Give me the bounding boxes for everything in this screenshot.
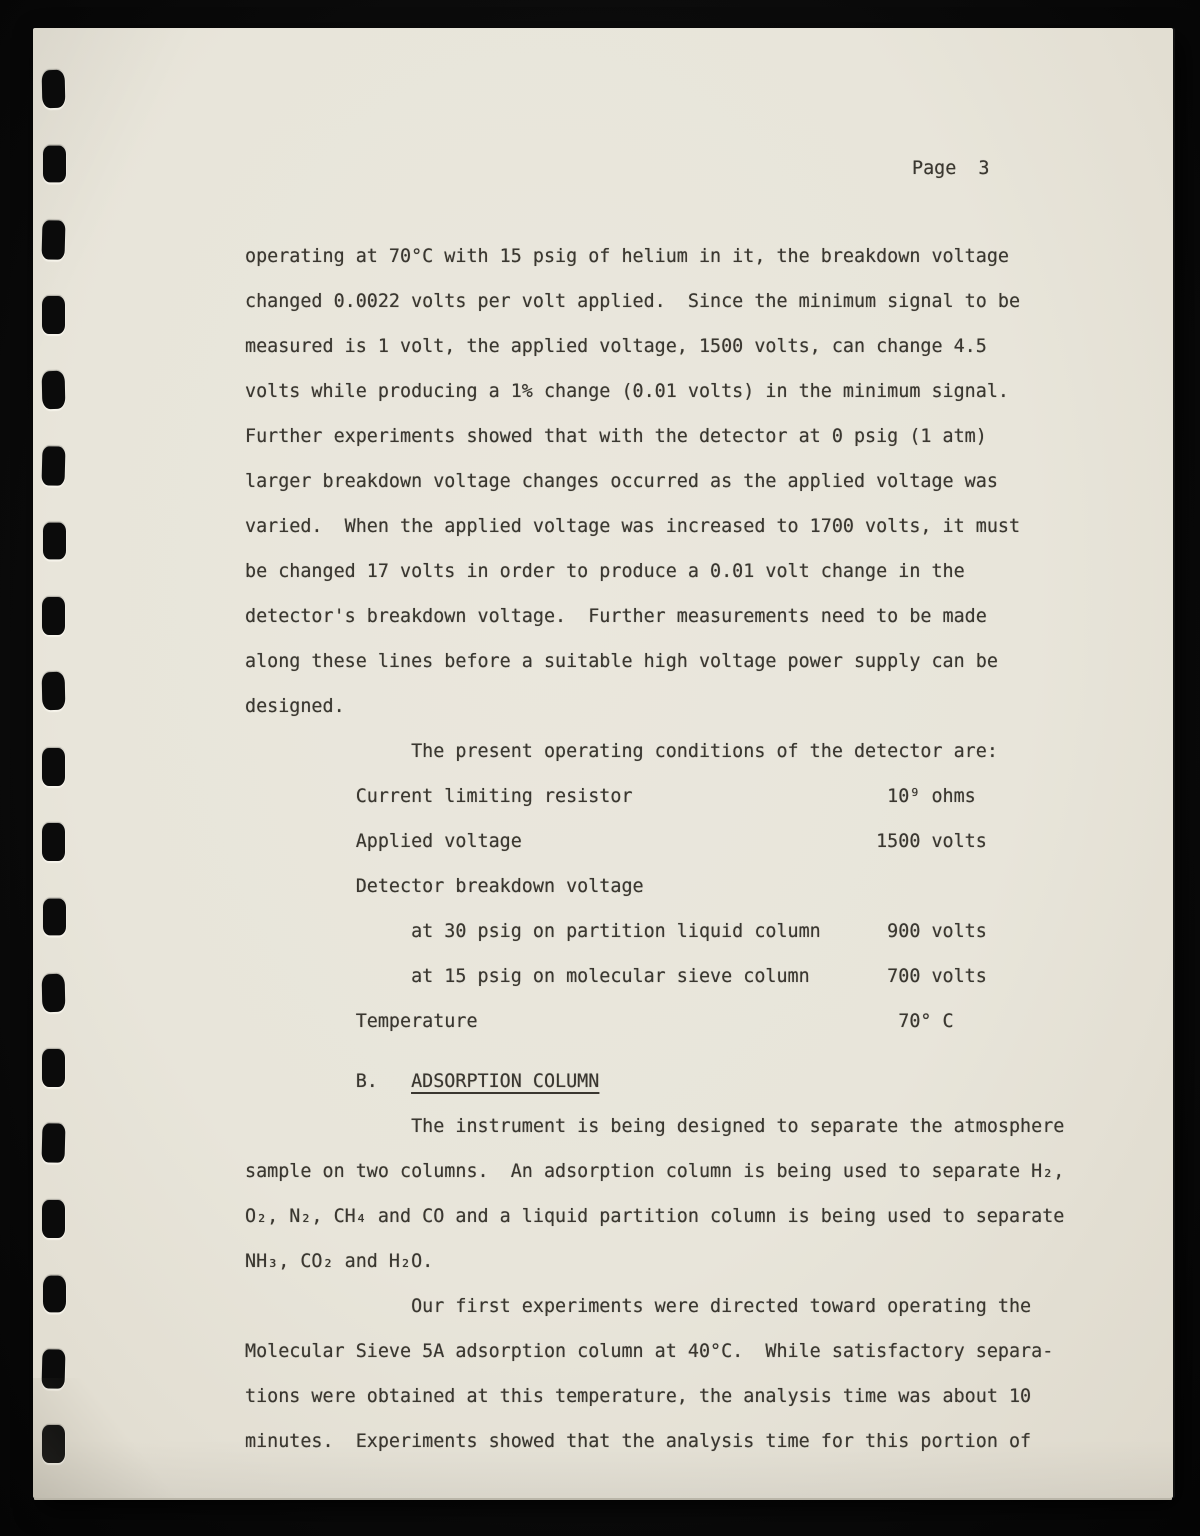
document-line: [245, 504, 1145, 549]
document-line-text: The present operating conditions of the detector are:: [245, 741, 998, 762]
binding-hole: [41, 1123, 65, 1163]
document-line: [245, 909, 1145, 954]
binding-hole: [42, 823, 65, 861]
document-line-text: Detector breakdown voltage: [245, 876, 644, 897]
binding-hole: [42, 1425, 65, 1463]
document-line: [245, 459, 1145, 504]
document-line-text: Our first experiments were directed toward operating the: [245, 1296, 1032, 1317]
document-line-text: B.: [245, 1071, 412, 1092]
binding-hole: [43, 1275, 66, 1312]
document-line-text: at 15 psig on molecular sieve column 700 volts: [245, 966, 987, 987]
document-line-text: volts while producing a 1% change (0.01 volts) in the minimum signal.: [245, 381, 1009, 402]
document-line: [245, 1104, 1145, 1149]
binding-hole: [42, 597, 65, 635]
document-line: [245, 549, 1145, 594]
binding-hole: [43, 146, 66, 183]
document-line: [245, 819, 1145, 864]
document-line: [245, 864, 1145, 909]
document-line-text: Applied voltage 1500 volts: [245, 831, 987, 852]
binding-hole: [41, 1349, 65, 1389]
binding-hole: [42, 1049, 65, 1087]
binding-hole: [41, 220, 65, 260]
paper-sheet: [33, 28, 1173, 1498]
document-line-text: be changed 17 volts in order to produce a 0.01 volt change in the: [245, 561, 965, 582]
binding-hole: [43, 522, 66, 559]
document-line-text: measured is 1 volt, the applied voltage, 1500 volts, can change 4.5: [245, 336, 987, 357]
document-line-text: Temperature 70° C: [245, 1011, 954, 1032]
binding-hole: [42, 371, 66, 409]
document-line-text: varied. When the applied voltage was increased to 1700 volts, it must: [245, 516, 1021, 537]
document-line: [245, 1284, 1145, 1329]
document-line: [245, 774, 1145, 819]
page-number-label: Page 3: [912, 158, 990, 179]
document-line: [245, 999, 1145, 1044]
document-line-text: Current limiting resistor 10⁹ ohms: [245, 786, 976, 807]
document-line: [245, 729, 1145, 774]
document-line-text: operating at 70°C with 15 psig of helium in it, the breakdown voltage: [245, 246, 1009, 267]
document-line: [245, 1239, 1145, 1284]
document-line-text: designed.: [245, 696, 345, 717]
binding-hole: [42, 70, 66, 108]
binding-hole: [41, 446, 65, 486]
document-line: [245, 1194, 1145, 1239]
document-line: [245, 414, 1145, 459]
document-line-text: Further experiments showed that with the detector at 0 psig (1 atm): [245, 426, 987, 447]
document-line: [245, 1374, 1145, 1419]
document-line: [245, 324, 1145, 369]
document-line-text: O₂, N₂, CH₄ and CO and a liquid partition column is being used to separate: [245, 1206, 1065, 1227]
binding-hole: [42, 973, 66, 1011]
document-line-text: changed 0.0022 volts per volt applied. Since the minimum signal to be: [245, 291, 1021, 312]
document-line: [245, 1329, 1145, 1374]
document-line-text: sample on two columns. An adsorption column is being used to separate H₂,: [245, 1161, 1065, 1182]
document-line: [245, 279, 1145, 324]
document-line-text: along these lines before a suitable high voltage power supply can be: [245, 651, 998, 672]
section-heading-title: ADSORPTION COLUMN: [411, 1071, 600, 1092]
document-line: [245, 639, 1145, 684]
binding-hole: [42, 1200, 65, 1238]
document-line-text: NH₃, CO₂ and H₂O.: [245, 1251, 434, 1272]
document-line: [245, 1419, 1145, 1464]
document-line-text: at 30 psig on partition liquid column 900 volts: [245, 921, 987, 942]
document-text: [245, 234, 1145, 1464]
binding-hole: [42, 296, 65, 334]
document-line-text: detector's breakdown voltage. Further measurements need to be made: [245, 606, 987, 627]
document-line: [245, 369, 1145, 414]
document-line-text: Molecular Sieve 5A adsorption column at 40°C. While satisfactory separa-: [245, 1341, 1054, 1362]
document-line-text: tions were obtained at this temperature, the analysis time was about 10: [245, 1386, 1032, 1407]
document-line: [245, 1149, 1145, 1194]
document-line-text: minutes. Experiments showed that the analysis time for this portion of: [245, 1431, 1032, 1452]
document-line: [245, 594, 1145, 639]
binding-hole: [42, 672, 66, 710]
document-line: [245, 234, 1145, 279]
binding-hole: [42, 748, 65, 786]
document-line-text: larger breakdown voltage changes occurred as the applied voltage was: [245, 471, 998, 492]
document-line: [245, 954, 1145, 999]
binding-hole: [43, 899, 66, 936]
document-line: [245, 684, 1145, 729]
document-line: [245, 1059, 1145, 1104]
document-line-text: The instrument is being designed to separate the atmosphere: [245, 1116, 1065, 1137]
